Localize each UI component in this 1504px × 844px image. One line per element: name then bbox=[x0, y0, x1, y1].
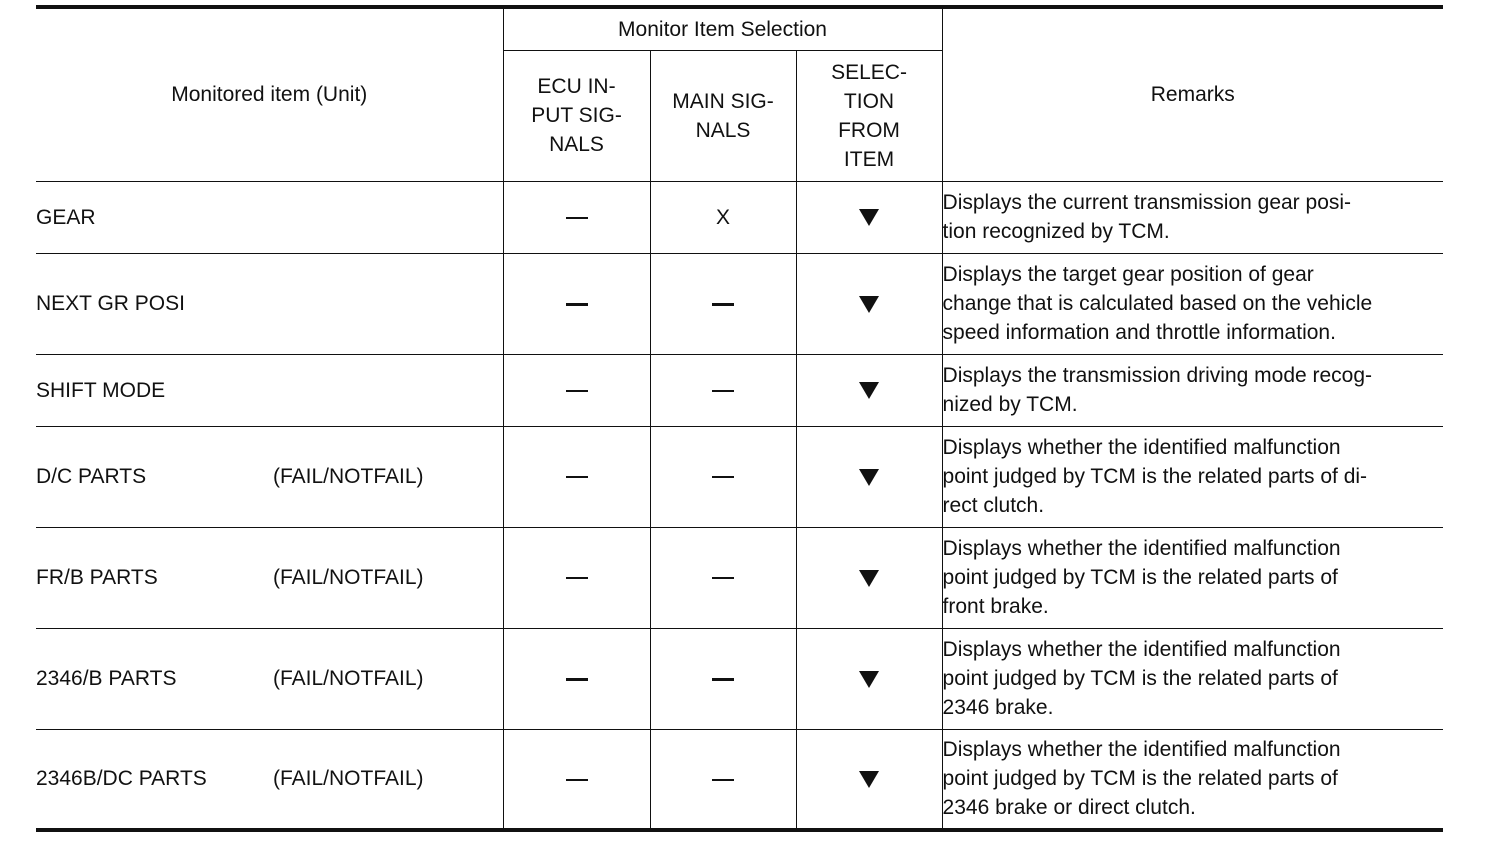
monitored-item-cell bbox=[36, 181, 503, 253]
table-row bbox=[36, 426, 1443, 527]
sel-mark-cell bbox=[796, 527, 942, 628]
header-ecu-line: NALS bbox=[549, 133, 604, 156]
header-sel-line: SELEC- bbox=[831, 60, 907, 84]
not-applicable-dash-icon bbox=[566, 390, 588, 392]
selected-triangle-icon bbox=[859, 570, 879, 587]
table-row bbox=[36, 628, 1443, 729]
item-unit: (FAIL/NOTFAIL) bbox=[273, 566, 424, 589]
remarks-line: point judged by TCM is the related parts of bbox=[942, 767, 1338, 791]
remarks-line: 2346 brake. bbox=[942, 696, 1054, 719]
item-name: FR/B PARTS bbox=[36, 566, 158, 589]
remarks-cell bbox=[942, 253, 1443, 354]
not-applicable-dash-icon bbox=[712, 577, 734, 579]
sel-mark-cell bbox=[796, 628, 942, 729]
main-mark-cell bbox=[650, 354, 796, 426]
remarks-cell bbox=[942, 628, 1443, 729]
remarks-line: 2346 brake or direct clutch. bbox=[942, 796, 1196, 820]
item-name: D/C PARTS bbox=[36, 465, 147, 488]
x-mark: X bbox=[715, 205, 730, 229]
remarks-cell bbox=[942, 426, 1443, 527]
header-sel-line: TION bbox=[843, 89, 895, 113]
table-body bbox=[36, 181, 1443, 830]
item-name: SHIFT MODE bbox=[36, 378, 166, 402]
header-ecu-line: ECU IN- bbox=[537, 75, 616, 98]
remarks-line: Displays whether the identified malfunction bbox=[942, 537, 1341, 560]
ecu-mark-cell bbox=[503, 729, 650, 830]
not-applicable-dash-icon bbox=[566, 476, 588, 478]
main-mark-cell bbox=[650, 253, 796, 354]
remarks-line: change that is calculated based on the vehicle bbox=[942, 292, 1373, 315]
remarks-line: nized by TCM. bbox=[942, 393, 1078, 416]
monitored-item-cell bbox=[36, 527, 503, 628]
not-applicable-dash-icon bbox=[566, 678, 588, 681]
ecu-mark-cell bbox=[503, 426, 650, 527]
remarks-line: tion recognized by TCM. bbox=[942, 220, 1170, 243]
header-ecu-line: PUT SIG- bbox=[531, 104, 622, 127]
header-sel-line: ITEM bbox=[843, 147, 895, 171]
not-applicable-dash-icon bbox=[566, 779, 588, 781]
remarks-line: point judged by TCM is the related parts of bbox=[942, 566, 1338, 589]
monitor-item-table bbox=[36, 5, 1443, 832]
remarks-line: point judged by TCM is the related parts of bbox=[942, 667, 1338, 690]
remarks-line: Displays the transmission driving mode recog- bbox=[942, 364, 1373, 387]
selected-triangle-icon bbox=[859, 771, 879, 788]
main-mark-cell bbox=[650, 628, 796, 729]
table-row bbox=[36, 354, 1443, 426]
remarks-line: point judged by TCM is the related parts of di- bbox=[942, 465, 1368, 488]
item-unit: (FAIL/NOTFAIL) bbox=[273, 465, 424, 488]
not-applicable-dash-icon bbox=[712, 476, 734, 478]
main-mark-cell bbox=[650, 426, 796, 527]
header-main-signals bbox=[650, 50, 796, 181]
header-remarks: Remarks bbox=[942, 7, 1443, 181]
selected-triangle-icon bbox=[859, 209, 879, 226]
main-mark-cell bbox=[650, 729, 796, 830]
item-unit: (FAIL/NOTFAIL) bbox=[273, 667, 424, 690]
remarks-line: rect clutch. bbox=[942, 494, 1045, 517]
monitored-item-cell bbox=[36, 354, 503, 426]
remarks-cell bbox=[942, 181, 1443, 253]
item-name: 2346B/DC PARTS bbox=[36, 767, 207, 791]
not-applicable-dash-icon bbox=[712, 678, 734, 681]
monitored-item-cell bbox=[36, 426, 503, 527]
not-applicable-dash-icon bbox=[712, 390, 734, 392]
remarks-line: front brake. bbox=[942, 595, 1049, 618]
not-applicable-dash-icon bbox=[566, 217, 588, 219]
header-monitor-item-selection: Monitor Item Selection bbox=[503, 7, 942, 50]
header-ecu-input-signals bbox=[503, 50, 650, 181]
ecu-mark-cell bbox=[503, 527, 650, 628]
remarks-line: speed information and throttle information. bbox=[942, 321, 1336, 344]
item-name: NEXT GR POSI bbox=[36, 292, 185, 315]
sel-mark-cell bbox=[796, 181, 942, 253]
remarks-line: Displays whether the identified malfunction bbox=[942, 738, 1341, 762]
ecu-mark-cell bbox=[503, 253, 650, 354]
header-row-1 bbox=[36, 7, 1443, 50]
sel-mark-cell bbox=[796, 253, 942, 354]
remarks-cell bbox=[942, 527, 1443, 628]
remarks-cell bbox=[942, 354, 1443, 426]
header-selection-from-item bbox=[796, 50, 942, 181]
table-row bbox=[36, 253, 1443, 354]
not-applicable-dash-icon bbox=[712, 779, 734, 781]
not-applicable-dash-icon bbox=[712, 303, 734, 306]
ecu-mark-cell bbox=[503, 354, 650, 426]
item-name: GEAR bbox=[36, 205, 96, 229]
remarks-line: Displays whether the identified malfunction bbox=[942, 436, 1341, 459]
selected-triangle-icon bbox=[859, 382, 879, 399]
header-monitored-item: Monitored item (Unit) bbox=[36, 7, 503, 181]
item-name: 2346/B PARTS bbox=[36, 667, 177, 690]
selected-triangle-icon bbox=[859, 469, 879, 486]
remarks-line: Displays the target gear position of gear bbox=[942, 263, 1314, 286]
item-unit: (FAIL/NOTFAIL) bbox=[273, 767, 424, 791]
remarks-line: Displays whether the identified malfunction bbox=[942, 638, 1341, 661]
selected-triangle-icon bbox=[859, 296, 879, 313]
main-mark-cell bbox=[650, 181, 796, 253]
table-row bbox=[36, 729, 1443, 830]
selected-triangle-icon bbox=[859, 671, 879, 688]
table-row bbox=[36, 527, 1443, 628]
monitored-item-cell bbox=[36, 253, 503, 354]
remarks-cell bbox=[942, 729, 1443, 830]
sel-mark-cell bbox=[796, 729, 942, 830]
sel-mark-cell bbox=[796, 354, 942, 426]
remarks-line: Displays the current transmission gear posi- bbox=[942, 191, 1352, 214]
header-main-line: NALS bbox=[695, 118, 751, 142]
main-mark-cell bbox=[650, 527, 796, 628]
ecu-mark-cell bbox=[503, 181, 650, 253]
header-main-line: MAIN SIG- bbox=[672, 89, 774, 113]
table-row bbox=[36, 181, 1443, 253]
sel-mark-cell bbox=[796, 426, 942, 527]
monitored-item-cell bbox=[36, 729, 503, 830]
not-applicable-dash-icon bbox=[566, 303, 588, 306]
monitored-item-cell bbox=[36, 628, 503, 729]
ecu-mark-cell bbox=[503, 628, 650, 729]
not-applicable-dash-icon bbox=[566, 577, 588, 579]
header-sel-line: FROM bbox=[838, 118, 900, 142]
